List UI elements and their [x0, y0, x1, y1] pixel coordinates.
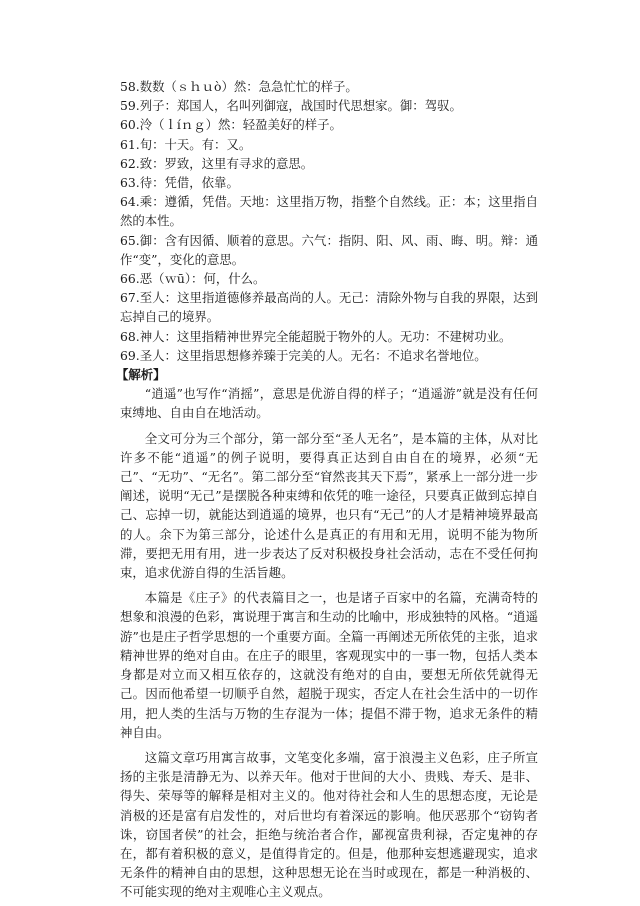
annotation-notes	[120, 77, 538, 365]
analysis-heading: 【解析】	[116, 367, 166, 383]
analysis-paragraph: “逍遥”也写作“消摇”，意思是优游自得的样子；“逍遥游”就是没有任何束缚地、自由自在地活动。	[120, 386, 538, 421]
note-61: 61.旬：十天。有：又。	[120, 136, 252, 152]
note-62: 62.致：罗致，这里有寻求的意思。	[120, 155, 314, 171]
note-64: 64.乘：遵循，凭借。天地：这里指万物，指整个自然线。正：本；这里指自然的本性。	[120, 194, 538, 229]
note-60: 60.泠（ｌíｎｇ）然：轻盈美好的样子。	[120, 117, 342, 133]
analysis-paragraph: 全文可分为三个部分，第一部分至“圣人无名”，是本篇的主体，从对比许多不能“逍遥”的例子说明，要得真正达到自由自在的境界，必须“无己”、“无功”、“无名”。第二部分至“窅然丧其天下焉”，紧承上一部分进一步阐述，说明“无己”是摆脱各种束缚和依凭的唯一途径，只要真正做到忘掉自己、忘掉一切，就能达到逍遥的境界，也只有“无己”的人才是精神境界最高的人。余下为第三部分，论述什么是真正的有用和无用，说明不能为物所滞，要把无用有用，进一步表达了反对积极投身社会活动，志在不受任何拘束，追求优游自得的生活旨趣。	[120, 430, 538, 581]
note-66: 66.恶（ｗū）：何，什么。	[120, 271, 266, 287]
note-58: 58.数数（ｓｈｕò）然：急急忙忙的样子。	[120, 79, 358, 94]
note-65: 65.御：含有因循、顺着的意思。六气：指阴、阳、风、雨、晦、明。辩：通作“变”，变化的意思。	[120, 232, 538, 267]
analysis-section	[120, 384, 538, 901]
analysis-paragraph: 本篇是《庄子》的代表篇目之一，也是诸子百家中的名篇，充满奇特的想象和浪漫的色彩，寓说理于寓言和生动的比喻中，形成独特的风格。“逍遥游”也是庄子哲学思想的一个重要方面。全篇一再阐述无所依凭的主张，追求精神世界的绝对自由。在庄子的眼里，客观现实中的一事一物，包括人类本身都是对立而又相互依存的，这就没有绝对的自由，要想无所依凭就得无己。因而他希望一切顺乎自然，超脱于现实，否定人在社会生活中的一切作用，把人类的生活与万物的生存混为一体；提倡不滞于物，追求无条件的精神自由。	[120, 590, 538, 740]
note-69: 69.圣人：这里指思想修养臻于完美的人。无名：不追求名誉地位。	[120, 347, 487, 363]
note-63: 63.待：凭借，依靠。	[120, 175, 239, 191]
analysis-paragraph: 这篇文章巧用寓言故事，文笔变化多端，富于浪漫主义色彩，庄子所宣扬的主张是清静无为、以养天年。他对于世间的大小、贵贱、寿夭、是非、得失、荣辱等的解释是相对主义的。他对待社会和人生的思想态度，无论是消极的还是富有启发性的，对后世均有着深远的影响。他厌恶那个“窃钩者诛，窃国者侯”的社会，拒绝与统治者合作，鄙视富贵利禄，否定鬼神的存在，都有着积极的意义，是值得肯定的。但是，他那种妄想逃避现实，追求无条件的精神自由的思想，这种思想无论在当时或现在，都是一种消极的、不可能实现的绝对主观唯心主义观点。	[120, 749, 538, 900]
note-68: 68.神人：这里指精神世界完全能超脱于物外的人。无功：不建树功业。	[120, 328, 512, 344]
note-59: 59.列子：郑国人，名叫列御寇，战国时代思想家。御：驾驭。	[120, 98, 462, 114]
note-67: 67.至人：这里指道德修养最高尚的人。无己：清除外物与自我的界限，达到忘掉自己的境界。	[120, 290, 538, 325]
